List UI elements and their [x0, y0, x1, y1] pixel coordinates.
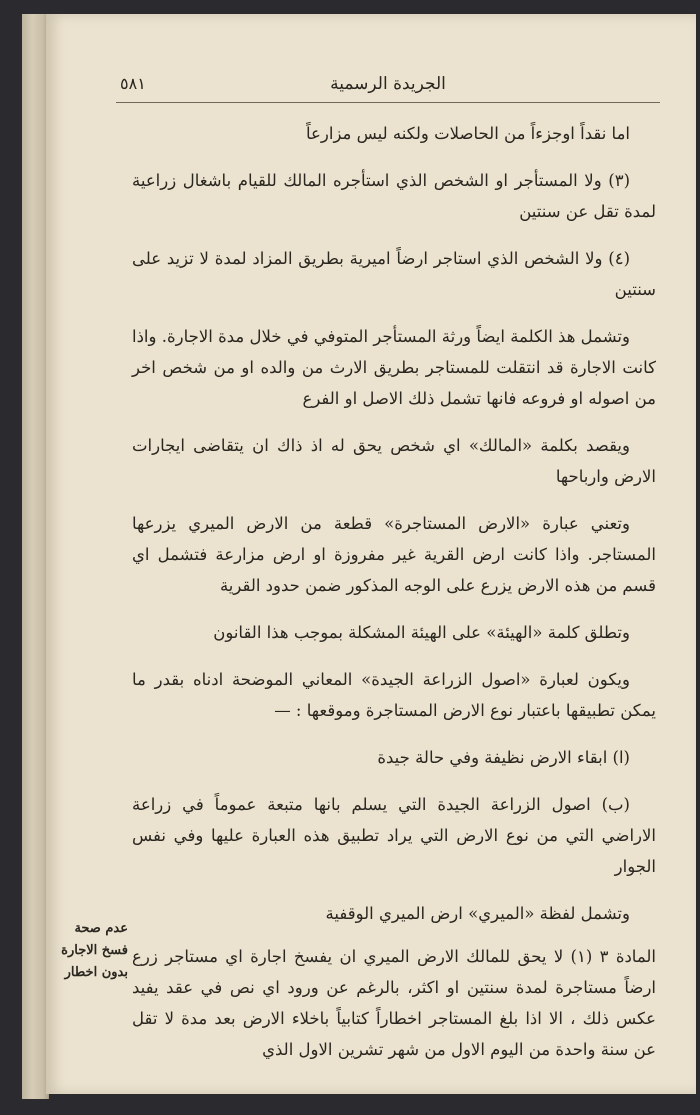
paragraph: وتشمل هذ الكلمة ايضاً ورثة المستأجر المتوفي في خلال مدة الاجارة. واذا كانت الاجارة قد انتقلت للمستاجر بطريق الارث من والده او من شخص اخر من اصوله او فروعه فانها تشمل ذلك الاصل او الفرع: [132, 327, 656, 408]
book-page-edge: [22, 14, 49, 1099]
paragraph: (٤) ولا الشخص الذي استاجر ارضاً اميرية بطريق المزاد لمدة لا تزيد على سنتين: [132, 249, 656, 299]
paragraph: ويكون لعبارة «اصول الزراعة الجيدة» المعاني الموضحة ادناه بقدر ما يمكن تطبيقها باعتبار نوع الارض المستاجرة وموقعها : —: [132, 670, 656, 720]
paragraph: ويقصد بكلمة «المالك» اي شخص يحق له اذ ذاك ان يتقاضى ايجارات الارض وارباحها: [132, 436, 656, 486]
article-paragraph: المادة ٣ (١) لا يحق للمالك الارض الميري ان يفسخ اجارة اي مستاجر زرع ارضاً مستاجرة لمدة سنتين او اكثر، بالرغم عن ورود اي نص في عقد يفيد عكس ذلك ، الا اذا بلغ المستاجر اخطاراً كتابياً باخلاء الارض بعد مدة لا تقل عن سنة واحدة من اليوم الاول من شهر تشرين الاول الذي: [132, 947, 656, 1059]
page-number: ٥٨١: [120, 74, 146, 93]
page-header: [116, 74, 660, 103]
paragraph: اما نقداً اوجزءاً من الحاصلات ولكنه ليس مزارعاً: [306, 124, 630, 143]
paragraph: وتعني عبارة «الارض المستاجرة» قطعة من الارض الميري يزرعها المستاجر. واذا كانت ارض القرية غير مفروزة او ارض مزارعة فتشمل اي قسم من هذه الارض يزرع على الوجه المذكور ضمن حدود القرية: [132, 514, 656, 595]
list-item: (ا) ابقاء الارض نظيفة وفي حالة جيدة: [377, 748, 630, 767]
margin-note: عدم صحة فسخ الاجارة بدون اخطار: [61, 921, 128, 980]
paragraph: وتطلق كلمة «الهيئة» على الهيئة المشكلة بموجب هذا القانون: [213, 623, 630, 642]
paragraph: (٣) ولا المستأجر او الشخص الذي استأجره المالك للقيام باشغال زراعية لمدة تقل عن سنتين: [132, 171, 656, 221]
list-item: (ب) اصول الزراعة الجيدة التي يسلم بانها متبعة عموماً في زراعة الاراضي التي من نوع الارض التي يراد تطبيق هذه العبارة عليها وفي نفس الجوار: [132, 795, 656, 876]
paragraph: وتشمل لفظة «الميري» ارض الميري الوقفية: [325, 904, 630, 923]
page-body: [132, 114, 656, 1065]
book-page: [46, 14, 696, 1094]
page-title: الجريدة الرسمية: [330, 74, 446, 94]
